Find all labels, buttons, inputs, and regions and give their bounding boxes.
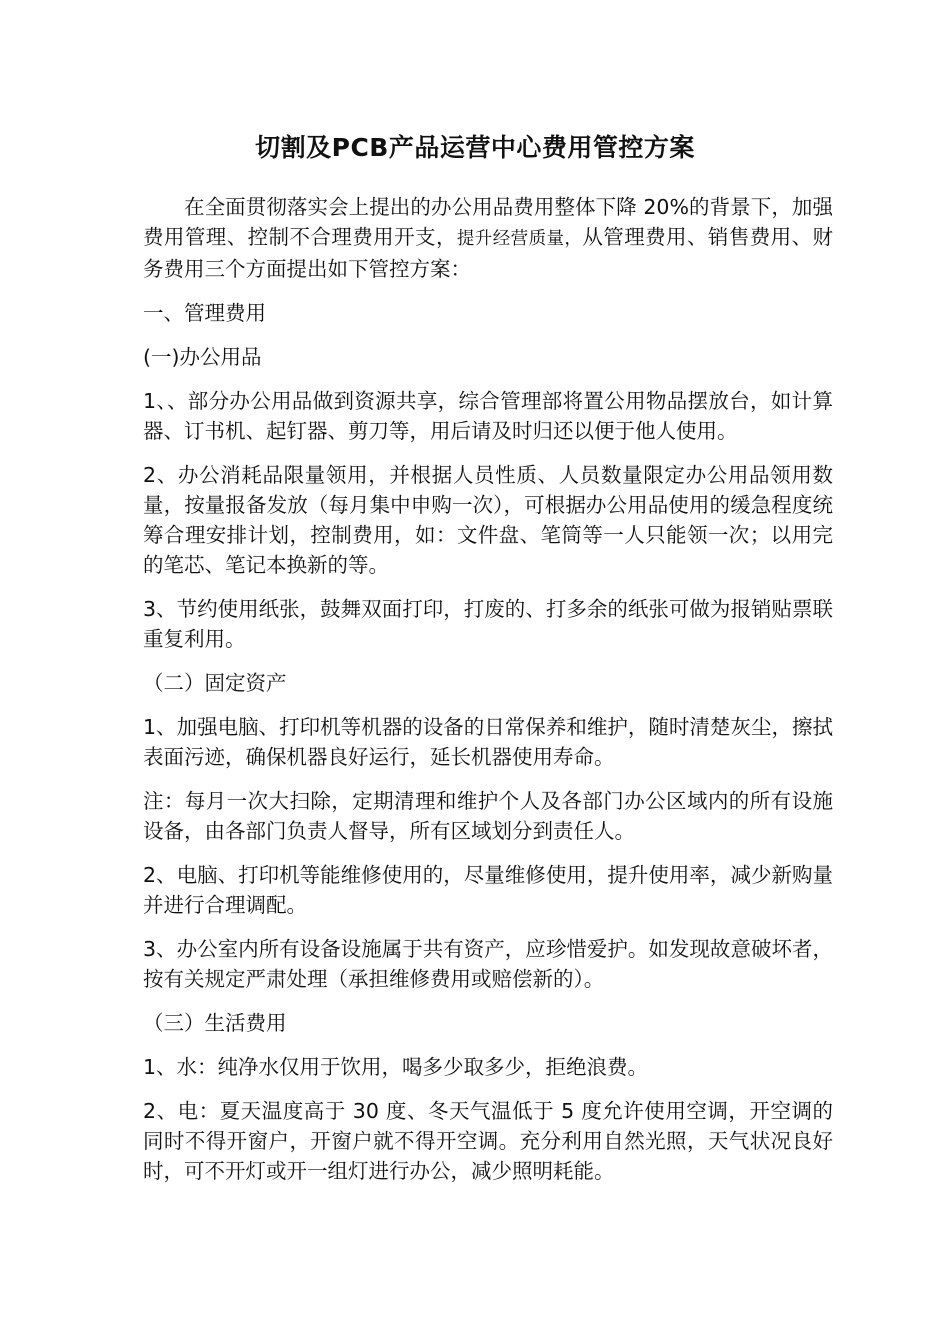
fixed-assets-item-1: 1、加强电脑、打印机等机器的设备的日常保养和维护，随时清楚灰尘，擦拭表面污迹，确保机器良好运行，延长机器使用寿命。: [143, 715, 833, 769]
living-expenses-item-1: 1、水：纯净水仅用于饮用，喝多少取多少，拒绝浪费。: [143, 1055, 649, 1079]
document-body: [143, 192, 833, 1200]
fixed-assets-item-2: 2、电脑、打印机等能维修使用的，尽量维修使用，提升使用率，减少新购量并进行合理调配。: [143, 863, 833, 917]
subsection-heading-office-supplies: (一)办公用品: [143, 345, 262, 369]
intro-paragraph: [143, 192, 833, 284]
subsection-heading-living-expenses: （三）生活费用: [143, 1011, 287, 1035]
intro-text-part2: 提升经营质量，: [456, 229, 583, 249]
fixed-assets-note: 注：每月一次大扫除，定期清理和维护个人及各部门办公区域内的所有设施设备，由各部门负责人督导，所有区域划分到责任人。: [143, 789, 833, 843]
section-heading-management-expenses: 一、管理费用: [143, 301, 266, 325]
document-title: 切割及PCB产品运营中心费用管控方案: [255, 133, 695, 162]
living-expenses-item-2: 2、电：夏天温度高于 30 度、冬天气温低于 5 度允许使用空调，开空调的同时不得开窗户，开窗户就不得开空调。充分利用自然光照，天气状况良好时，可不开灯或开一组灯进行办公，减少照明耗能。: [143, 1099, 833, 1183]
office-supplies-item-2: 2、办公消耗品限量领用，并根据人员性质、人员数量限定办公用品领用数量，按量报备发放（每月集中申购一次），可根据办公用品使用的缓急程度统筹合理安排计划，控制费用，如：文件盘、笔筒等一人只能领一次；以用完的笔芯、笔记本换新的等。: [143, 463, 833, 577]
office-supplies-item-3: 3、节约使用纸张，鼓舞双面打印，打废的、打多余的纸张可做为报销贴票联重复利用。: [143, 597, 833, 651]
fixed-assets-item-3: 3、办公室内所有设备设施属于共有资产，应珍惜爱护。如发现故意破坏者，按有关规定严肃处理（承担维修费用或赔偿新的）。: [143, 937, 833, 991]
intro-text-part1: 在全面贯彻落实会上提出的办公用品费用整体下降 20%的背景下，加强费用管理、控制不合理费用开支，: [143, 195, 833, 249]
subsection-heading-fixed-assets: （二）固定资产: [143, 671, 287, 695]
intro-text-part3: 从管理费用、销售费用、财务费用三个方面提出如下管控方案：: [143, 225, 834, 281]
office-supplies-item-1: 1、、部分办公用品做到资源共享，综合管理部将置公用物品摆放台，如计算器、订书机、起钉器、剪刀等，用后请及时归还以便于他人使用。: [143, 389, 833, 443]
